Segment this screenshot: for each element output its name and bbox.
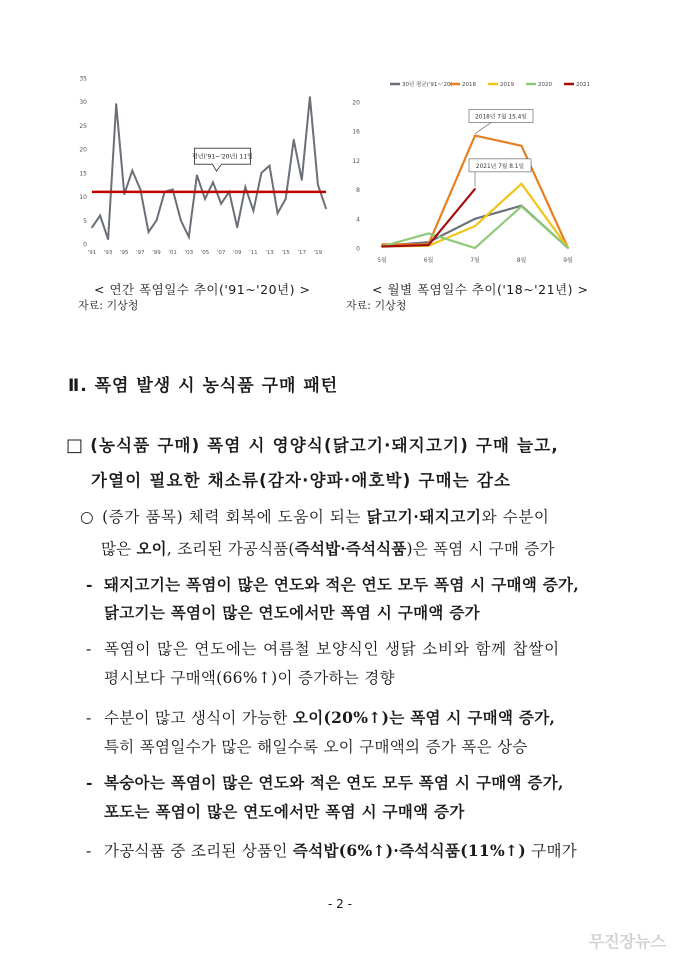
average-callout-pointer: [212, 164, 221, 171]
y-tick-label: 8: [356, 187, 360, 195]
series-line-2021: [382, 189, 475, 247]
y-tick-label: 16: [352, 128, 360, 136]
y-tick-label: 35: [79, 75, 87, 83]
x-tick-label: '95: [120, 250, 129, 256]
annual-data-point: [180, 219, 182, 221]
x-tick-label: '03: [184, 250, 194, 256]
x-tick-label: '97: [136, 250, 145, 256]
annual-data-point: [172, 189, 174, 191]
bullet-3-line1: [86, 706, 555, 728]
sub-point-text-b: 닭고기·돼지고기: [366, 507, 482, 526]
x-tick-label: '17: [297, 250, 307, 256]
x-tick-label: '15: [281, 250, 290, 256]
bullet-1-text1: 돼지고기는 폭염이 많은 연도와 적은 연도 모두 폭염 시 구매액 증가,: [104, 575, 580, 594]
annotation-2018: 2018년 7월 15.4일: [475, 114, 527, 121]
data-point: [474, 218, 476, 220]
annual-data-point: [244, 186, 246, 188]
bullet-2-line1: [86, 637, 560, 659]
annual-data-point: [309, 96, 311, 98]
chart2-source: 자료: 기상청: [346, 299, 407, 312]
x-tick-label: '99: [152, 250, 161, 256]
main-point-line2: [91, 467, 511, 491]
dash-bullet-icon: -: [86, 709, 92, 727]
sub-point-text-a: (증가 품목) 체력 회복에 도움이 되는: [102, 508, 367, 526]
annual-data-point: [99, 215, 101, 217]
annual-data-point: [285, 198, 287, 200]
y-tick-label: 25: [79, 122, 87, 130]
main-point-text2: 가열이 필요한 채소류(감자·양파·애호박) 구매는 감소: [91, 471, 512, 490]
annual-data-point: [220, 203, 222, 205]
x-tick-label: 5월: [377, 257, 387, 264]
data-point: [567, 247, 569, 249]
bullet-2-line2: [104, 666, 395, 688]
x-tick-label: '05: [200, 250, 210, 256]
bullet-4-line1: [86, 771, 564, 793]
x-tick-label: '93: [103, 250, 113, 256]
x-tick-label: '19: [313, 250, 323, 256]
annual-data-point: [261, 172, 263, 174]
y-tick-label: 20: [352, 99, 360, 107]
bullet-5-line1: [86, 839, 577, 861]
annual-data-point: [148, 231, 150, 233]
x-tick-label: 7월: [470, 257, 480, 264]
annual-data-point: [140, 189, 142, 191]
bullet-5-text1b: 즉석밥(6%↑)·즉석식품(11%↑): [292, 841, 526, 860]
bullet-4-line2: [104, 800, 465, 822]
data-point: [428, 244, 430, 246]
sub-point-line1: [80, 505, 549, 527]
data-point: [474, 188, 476, 190]
x-tick-label: '91: [87, 250, 97, 256]
legend-label: 30년 평균('91~'20): [402, 82, 453, 88]
legend-label: 2021: [576, 82, 590, 88]
series-line-2018: [382, 136, 568, 248]
annual-data-point: [115, 103, 117, 105]
x-tick-label: '09: [232, 250, 242, 256]
sub-point-text-h: )은 폭염 시 구매 증가: [406, 540, 555, 558]
annual-data-point: [188, 236, 190, 238]
average-annotation: 평년('91~'20년) 11일: [191, 153, 253, 161]
chart1-source: 자료: 기상청: [78, 299, 139, 312]
monthly-heatwave-chart-svg: [338, 74, 610, 274]
data-point: [381, 246, 383, 248]
annual-data-point: [293, 139, 295, 141]
data-point: [521, 205, 523, 207]
x-tick-label: '01: [168, 250, 177, 256]
annual-data-point: [325, 208, 327, 210]
sub-point-line2: [101, 537, 555, 559]
annual-data-point: [212, 181, 214, 183]
main-point-line1: [66, 432, 559, 456]
sub-point-text-f: , 조리된 가공식품(: [166, 540, 295, 558]
y-tick-label: 15: [79, 170, 87, 178]
legend-label: 2018: [462, 82, 476, 88]
dash-bullet-icon: -: [86, 575, 93, 594]
bullet-4-text1: 복숭아는 폭염이 많은 연도와 적은 연도 모두 폭염 시 구매액 증가,: [104, 773, 564, 792]
bullet-3-text1b: 오이(20%↑)는 폭염 시 구매액 증가,: [292, 708, 556, 727]
sub-point-text-e: 오이: [136, 539, 167, 558]
y-tick-label: 0: [356, 245, 360, 253]
bullet-3-text1a: 수분이 많고 생식이 가능한: [104, 709, 293, 727]
bullet-3-text2: 특히 폭염일수가 많은 해일수록 오이 구매액의 증가 폭은 상승: [104, 738, 528, 756]
y-tick-label: 10: [79, 194, 87, 202]
annual-heatwave-chart-svg: [78, 68, 338, 273]
x-tick-label: '13: [265, 250, 274, 256]
annual-data-point: [204, 198, 206, 200]
dash-bullet-icon: -: [86, 640, 93, 658]
bullet-3-line2: [104, 735, 528, 757]
bullet-2-text2: 평시보다 구매액(66%↑)이 증가하는 경향: [104, 669, 395, 687]
data-point: [474, 247, 476, 249]
y-tick-label: 4: [356, 216, 360, 224]
annual-data-point: [301, 179, 303, 181]
bullet-5-text1c: 구매가: [525, 842, 577, 860]
y-tick-label: 20: [79, 146, 87, 154]
annual-heatwave-chart: [78, 68, 338, 273]
data-point: [474, 225, 476, 227]
x-tick-label: '07: [216, 250, 226, 256]
annual-data-point: [196, 174, 198, 176]
data-point: [428, 233, 430, 235]
x-tick-label: 9월: [563, 257, 573, 264]
chart2-caption: < 월별 폭염일수 추이('18~'21년) >: [372, 282, 589, 297]
sub-point-text-d: 많은: [101, 540, 137, 558]
annual-data-point: [156, 219, 158, 221]
data-point: [381, 243, 383, 245]
annotation-2021: 2021년 7월 8.1일: [475, 163, 525, 170]
annual-data-point: [269, 165, 271, 167]
annual-data-point: [131, 170, 133, 172]
section-heading: Ⅱ. 폭염 발생 시 농식품 구매 패턴: [68, 376, 339, 396]
page-number: - 2 -: [328, 897, 352, 911]
bullet-1-text2: 닭고기는 폭염이 많은 연도에서만 폭염 시 구매액 증가: [104, 603, 480, 622]
annotation-2018-leader: [475, 123, 491, 134]
annual-data-point: [91, 227, 93, 229]
dash-bullet-icon: -: [86, 773, 93, 792]
sub-point-text-c: 와 수분이: [481, 508, 550, 526]
data-point: [521, 183, 523, 185]
y-tick-label: 0: [83, 241, 87, 249]
y-tick-label: 12: [352, 157, 360, 165]
annual-data-point: [252, 210, 254, 212]
y-tick-label: 30: [79, 99, 87, 107]
dash-bullet-icon: -: [86, 842, 92, 860]
sub-point-text-g: 즉석밥·즉석식품: [294, 539, 407, 558]
annual-data-point: [123, 193, 125, 195]
data-point: [521, 145, 523, 147]
watermark: 무진장뉴스: [588, 932, 666, 951]
annual-series-line: [92, 97, 326, 239]
annual-data-point: [317, 184, 319, 186]
legend-label: 2020: [538, 82, 552, 88]
square-bullet-icon: □: [66, 435, 85, 456]
monthly-heatwave-chart: [338, 74, 610, 274]
x-tick-label: '11: [249, 250, 258, 256]
x-tick-label: 6월: [423, 257, 434, 264]
y-tick-label: 5: [83, 217, 87, 225]
annual-data-point: [107, 238, 109, 240]
bullet-2-text1: 폭염이 많은 연도에는 여름철 보양식인 생닭 소비와 함께 찹쌀이: [104, 640, 560, 658]
circle-bullet-icon: ○: [80, 508, 95, 526]
bullet-1-line2: [104, 601, 480, 623]
x-tick-label: 8월: [516, 257, 527, 264]
bullet-4-text2: 포도는 폭염이 많은 연도에서만 폭염 시 구매액 증가: [104, 802, 465, 821]
annual-data-point: [277, 212, 279, 214]
data-point: [474, 135, 476, 137]
bullet-1-line1: [86, 573, 579, 595]
chart1-caption: < 연간 폭염일수 추이('91~'20년) >: [94, 282, 311, 297]
bullet-5-text1a: 가공식품 중 조리된 상품인: [104, 842, 293, 860]
annual-data-point: [236, 227, 238, 229]
main-point-text1: (농식품 구매) 폭염 시 영양식(닭고기·돼지고기) 구매 늘고,: [90, 436, 559, 455]
legend-label: 2019: [500, 82, 514, 88]
